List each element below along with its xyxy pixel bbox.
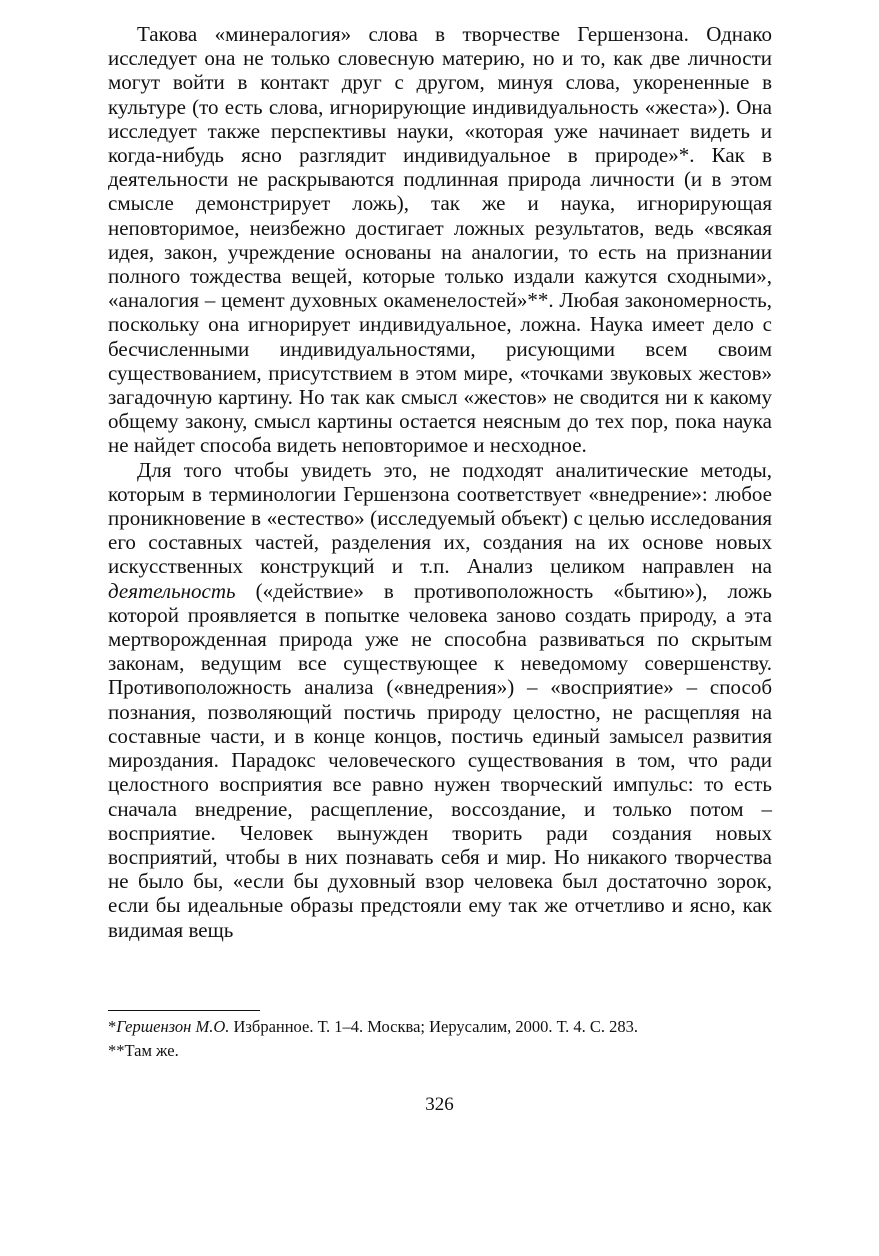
- footnote-1-marker: *: [108, 1017, 117, 1036]
- page-body: [108, 22, 772, 942]
- paragraph-2-part-2: («действие» в противоположность «бытию»), ложь которой проявляется в попытке человека заново создать природу, а эта мертворожденная природа уже не способна развиваться по скрытым законам, ведущим все существующее к неведомому совершенству. Противоположность анализа («внедрения») – «восприятие» – способ познания, позволяющий постичь природу целостно, не расщепляя на составные части, и в конце концов, постичь единый замысел развития мироздания. Парадокс человеческого существования в том, что ради целостного восприятия все равно нужен творческий импульс: то есть сначала внедрение, расщепление, воссоздание, и только потом – восприятие. Человек вынужден творить ради создания новых восприятий, чтобы в них познавать себя и мир. Но никакого творчества не было бы, «если бы духовный взор человека был достаточно зорок, если бы идеальные образы предстояли ему так же отчетливо и ясно, как видимая вещь: [108, 578, 772, 942]
- footnote-1-text: Избранное. Т. 1–4. Москва; Иерусалим, 2000. Т. 4. С. 283.: [229, 1017, 638, 1036]
- footnote-2-marker: **: [108, 1041, 125, 1060]
- footnote-1-author: Гершензон М.О.: [116, 1017, 230, 1036]
- body-text: [108, 22, 772, 942]
- paragraph-2: [108, 458, 772, 942]
- footnote-separator: [108, 1010, 260, 1011]
- paragraph-2-part-1: Для того чтобы увидеть это, не подходят аналитические методы, которым в терминологии Гершензона соответствует «внедрение»: любое проникновение в «естество» (исследуемый объект) с целью исследования его составных частей, разделения их, создания на их основе новых искусственных конструкций и т.п. Анализ целиком направлен на: [108, 457, 772, 579]
- emphasis-activity: деятельность: [108, 578, 236, 603]
- paragraph-1: Такова «минералогия» слова в творчестве Гершензона. Однако исследует она не только словесную материю, но и то, как две личности могут войти в контакт друг с другом, минуя слова, укорененные в культуре (то есть слова, игнорирующие индивидуальность «жеста»). Она исследует также перспективы науки, «которая уже начинает видеть и когда-нибудь ясно разглядит индивидуальное в природе»*. Как в деятельности не раскрываются подлинная природа личности (и в этом смысле демонстрирует ложь), так же и наука, игнорирующая неповторимое, неизбежно достигает ложных результатов, ведь «всякая идея, закон, учреждение основаны на аналогии, то есть на признании полного тождества вещей, которые только издали кажутся сходными», «аналогия – цемент духовных окаменелостей»**. Любая закономерность, поскольку она игнорирует индивидуальное, ложна. Наука имеет дело с бесчисленными индивидуальностями, рисующими всем своим существованием, присутствием в этом мире, «точками звуковых жестов» загадочную картину. Но так как смысл «жестов» не сводится ни к какому общему закону, смысл картины остается неясным до тех пор, пока наука не найдет способа видеть неповторимое и несходное.: [108, 22, 772, 458]
- footnote-2-text: Там же.: [124, 1041, 179, 1060]
- footnotes: [108, 1015, 772, 1063]
- footnote-1: [108, 1015, 772, 1039]
- footnote-2: [108, 1039, 772, 1063]
- page-number: 326: [425, 1094, 454, 1115]
